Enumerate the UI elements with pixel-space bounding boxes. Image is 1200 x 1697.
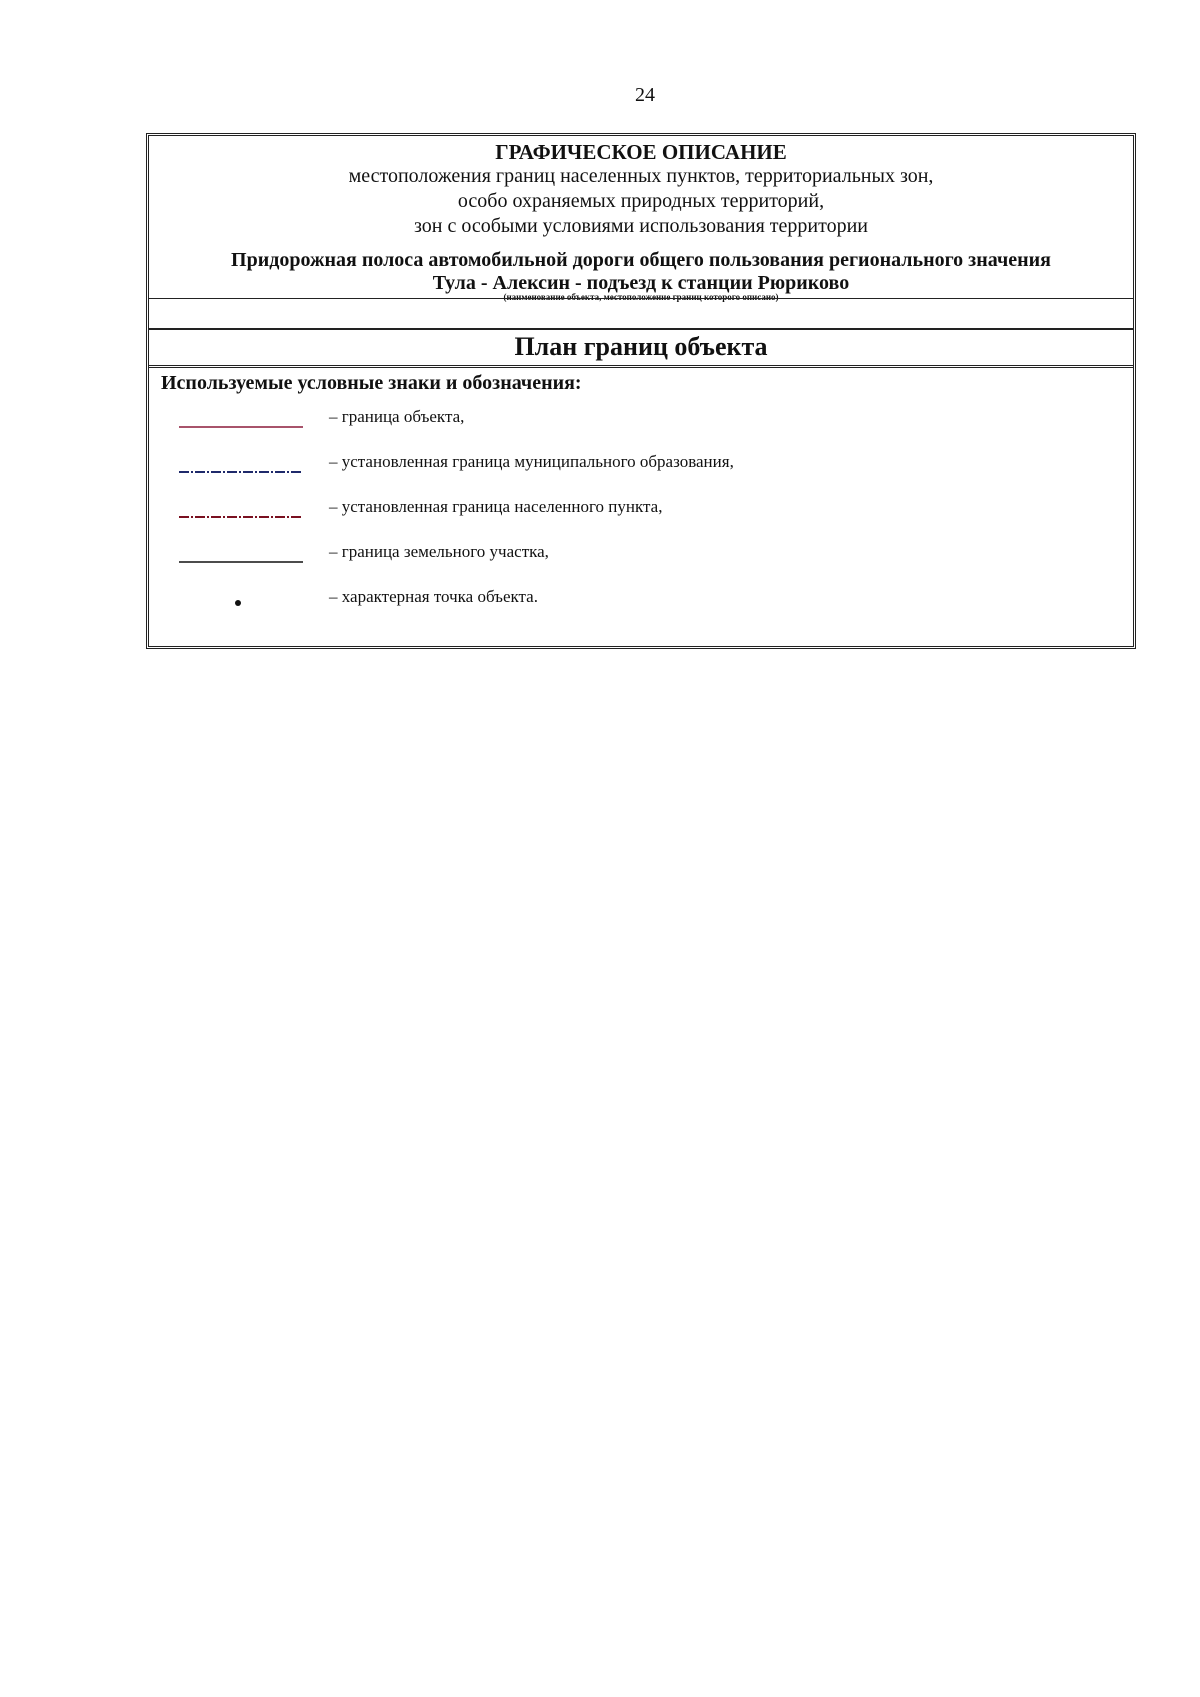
dash-dot-line-symbol [179,506,303,510]
subtitle-line-1: местоположения границ населенных пунктов, территориальных зон, [348,165,934,187]
document-title: ГРАФИЧЕСКОЕ ОПИСАНИЕ [495,140,787,164]
legend-heading: Используемые условные знаки и обозначения: [161,372,582,394]
header-divider [149,298,1133,299]
legend-item [149,494,1133,524]
object-name-line-1: Придорожная полоса автомобильной дороги общего пользования регионального значения [231,249,1051,271]
characteristic-point-symbol [235,600,241,606]
legend-item [149,449,1133,479]
graphic-description-frame [146,133,1136,649]
object-name-line-2: Тула - Алексин - подъезд к станции Рюриково [432,272,850,294]
dash-dot-line-symbol [179,461,303,465]
subtitle-line-3: зон с особыми условиями использования территории [413,215,869,237]
legend-item-text: – граница земельного участка, [329,542,549,561]
solid-line-symbol [179,551,303,555]
legend-item-text: – установленная граница муниципального образования, [329,452,734,471]
plan-bottom-divider [149,365,1133,368]
legend-item [149,584,1133,614]
plan-title: План границ объекта [514,332,768,361]
legend-item-text: – характерная точка объекта. [329,587,538,606]
legend-item [149,404,1133,434]
solid-line-symbol [179,416,303,420]
page-number: 24 [635,84,655,106]
legend-item-text: – установленная граница населенного пункта, [329,497,663,516]
subtitle-line-2: особо охраняемых природных территорий, [457,190,825,212]
legend-item [149,539,1133,569]
plan-top-divider [149,328,1133,330]
document-header [149,136,1133,302]
legend-item-text: – граница объекта, [329,407,465,426]
object-caption: (наименование объекта, местоположение границ которого описано) [503,292,779,302]
